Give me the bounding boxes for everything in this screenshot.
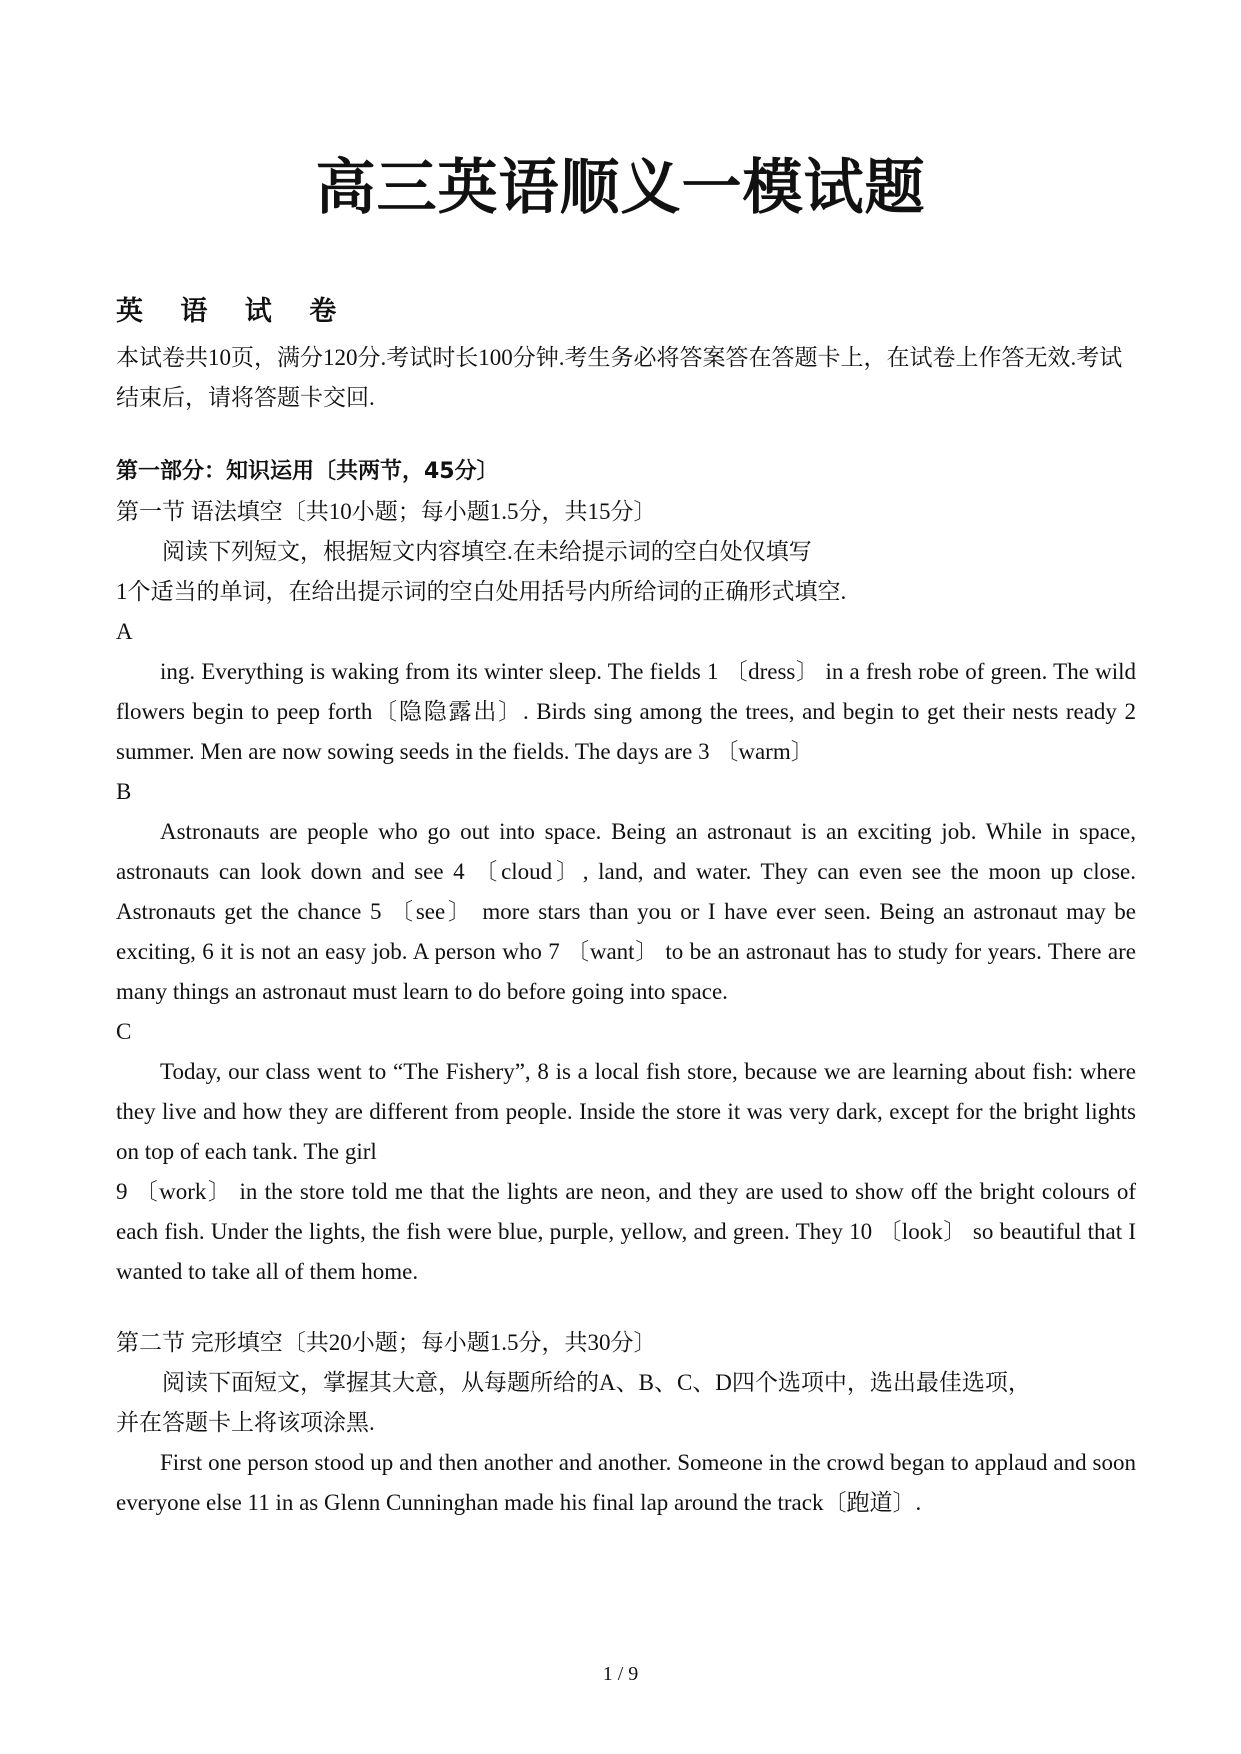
passage-c-text-part1: Today, our class went to “The Fishery”, 8 is a local fish store, because we are learning about fish: where they live and how they are different from people. Inside the store it was very dark, except for the bright lights on top of each tank. The girl xyxy=(116,1059,1136,1164)
section1-heading: 第一节 语法填空〔共10小题；每小题1.5分，共15分〕 xyxy=(116,499,657,524)
exam-instructions: 本试卷共10页，满分120分.考试时长100分钟.考生务必将答案答在答题卡上，在试卷上作答无效.考试结束后，请将答题卡交回. xyxy=(116,345,1123,410)
document-title: 高三英语顺义一模试题 xyxy=(315,153,926,223)
section2-directions-line2: 并在答题卡上将该项涂黑. xyxy=(116,1410,375,1435)
passage-c-label: C xyxy=(116,1019,132,1044)
page-number: 1 / 9 xyxy=(602,1663,639,1685)
spacer xyxy=(116,1292,1136,1323)
exam-title: 英 语 试 卷 xyxy=(116,296,351,327)
page-content xyxy=(116,288,1136,1523)
section2-heading: 第二节 完形填空〔共20小题；每小题1.5分，共30分〕 xyxy=(116,1330,657,1355)
section1-directions-line1: 阅读下列短文，根据短文内容填空.在未给提示词的空白处仅填写 xyxy=(162,539,812,564)
passage-b-label: B xyxy=(116,779,132,804)
spacer xyxy=(116,418,1136,452)
passage-a-label: A xyxy=(116,619,133,644)
section2-directions-line1: 阅读下面短文，掌握其大意，从每题所给的A、B、C、D四个选项中，选出最佳选项， xyxy=(162,1370,1031,1395)
passage-c-text-part2: 9 〔work〕 in the store told me that the lights are neon, and they are used to show off the bright colours of each fish. Under the lights, the fish were blue, purple, yellow, and green. They 10 〔look〕 so beautiful that I wanted to take all of them home. xyxy=(116,1179,1136,1284)
part1-heading: 第一部分：知识运用〔共两节，45分〕 xyxy=(116,459,499,484)
passage-b-text: Astronauts are people who go out into space. Being an astronaut is an exciting job. While in space, astronauts can look down and see 4 〔cloud〕, land, and water. They can even see the moon up close. Astronauts get the chance 5 〔see〕 more stars than you or I have ever seen. Being an astronaut may be exciting, 6 it is not an easy job. A person who 7 〔want〕 to be an astronaut has to study for years. There are many things an astronaut must learn to do before going into space. xyxy=(116,819,1136,1004)
section1-directions-line2: 1个适当的单词，在给出提示词的空白处用括号内所给词的正确形式填空. xyxy=(116,579,847,604)
cloze-passage-text: First one person stood up and then another and another. Someone in the crowd began to applaud and soon everyone else 11 in as Glenn Cunninghan made his final lap around the track〔跑道〕. xyxy=(116,1450,1136,1515)
passage-a-text: ing. Everything is waking from its winter sleep. The fields 1 〔dress〕 in a fresh robe of green. The wild flowers begin to peep forth〔隐隐露出〕. Birds sing among the trees, and begin to get their nests ready 2 summer. Men are now sowing seeds in the fields. The days are 3 〔warm〕 xyxy=(116,659,1136,764)
